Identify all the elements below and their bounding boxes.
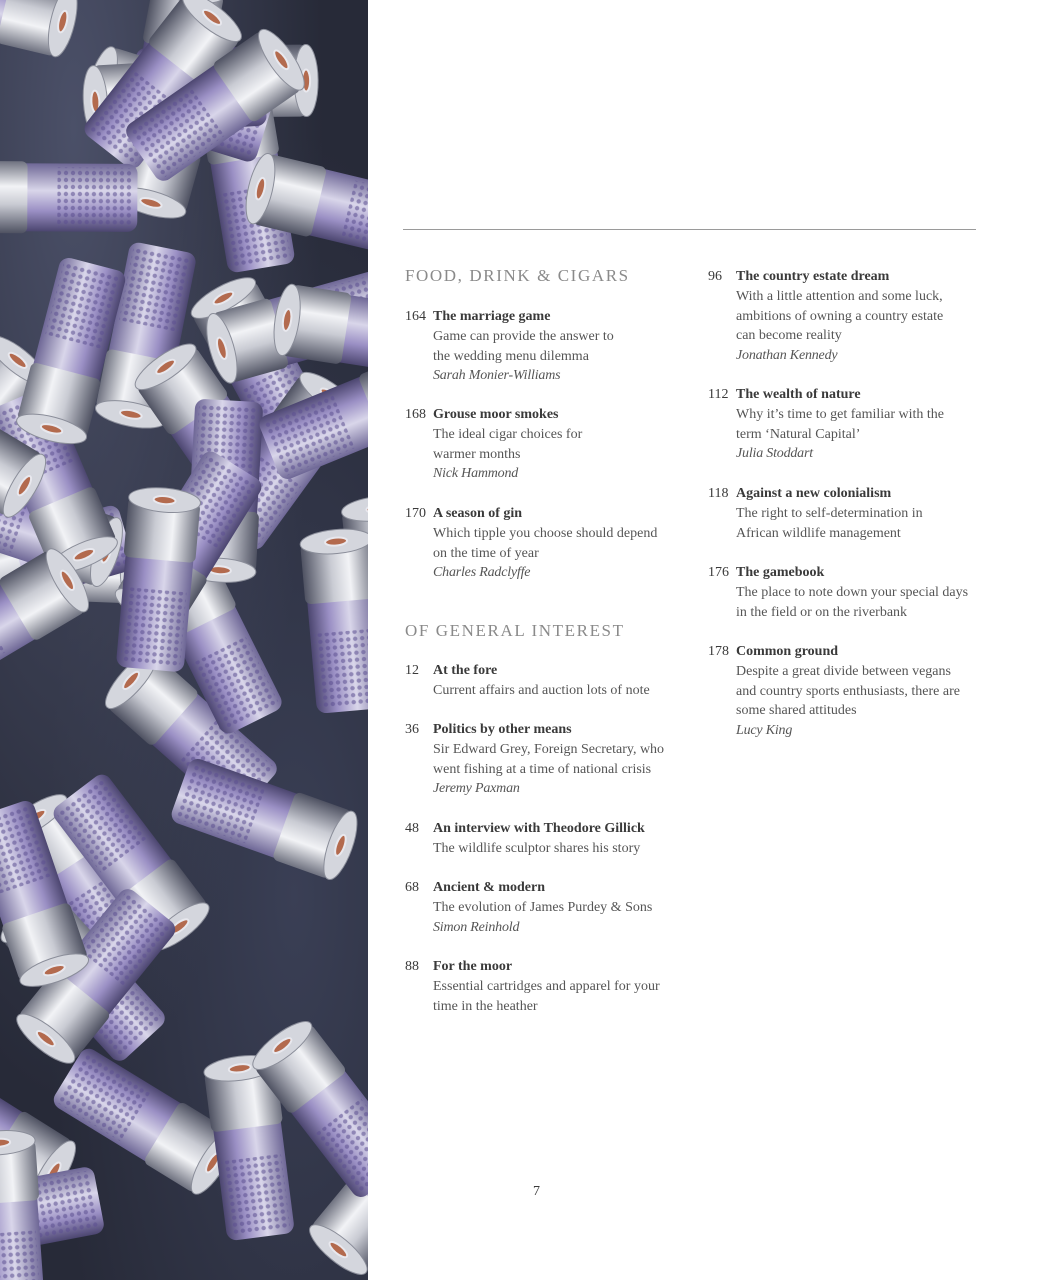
toc-author: Lucy King: [736, 723, 793, 739]
toc-page-number: 48: [405, 821, 419, 836]
toc-author: Simon Reinhold: [433, 919, 520, 935]
toc-page-number: 178: [708, 644, 729, 659]
toc-author: Charles Radclyffe: [433, 565, 531, 581]
toc-author: Jeremy Paxman: [433, 781, 520, 797]
header-rule: [403, 229, 976, 230]
toc-author: Julia Stoddart: [736, 446, 813, 462]
toc-description: on the time of year: [433, 545, 539, 561]
toc-description: The evolution of James Purdey & Sons: [433, 899, 653, 915]
toc-entry[interactable]: [405, 661, 675, 701]
toc-page-number: 118: [708, 486, 729, 501]
toc-description: The place to note down your special days: [736, 584, 969, 600]
toc-description: term ‘Natural Capital’: [736, 426, 861, 442]
section-heading-general-interest: OF GENERAL INTEREST: [405, 621, 625, 640]
toc-entry[interactable]: [708, 563, 983, 622]
toc-entry[interactable]: [405, 878, 675, 937]
toc-page-number: 68: [405, 880, 419, 895]
toc-description: went fishing at a time of national crisis: [433, 761, 652, 777]
toc-page-number: 112: [708, 387, 729, 402]
toc-description: time in the heather: [433, 998, 538, 1014]
toc-description: Why it’s time to get familiar with the: [736, 406, 945, 422]
cartridge-shape: [299, 526, 368, 714]
toc-title: Politics by other means: [433, 722, 572, 737]
page-number: 7: [533, 1184, 540, 1199]
toc-title: The wealth of nature: [736, 387, 861, 402]
toc-title: Against a new colonialism: [736, 486, 892, 501]
section-heading-food-drink-cigars: FOOD, DRINK & CIGARS: [405, 266, 630, 285]
toc-title: Grouse moor smokes: [433, 407, 559, 422]
toc-description: and country sports enthusiasts, there are: [736, 683, 960, 699]
toc-author: Jonathan Kennedy: [736, 348, 838, 364]
toc-page-number: 36: [405, 722, 419, 737]
toc-entry[interactable]: [405, 504, 675, 583]
toc-description: The wildlife sculptor shares his story: [433, 840, 641, 856]
toc-entry[interactable]: [405, 819, 675, 859]
cartridges-photo: [0, 0, 368, 1280]
toc-entry[interactable]: [708, 385, 983, 464]
toc-entry[interactable]: [708, 267, 983, 366]
toc-entry[interactable]: [405, 307, 675, 386]
toc-page-number: 96: [708, 269, 722, 284]
toc-description: Which tipple you choose should depend: [433, 525, 658, 541]
toc-entry[interactable]: [708, 642, 983, 741]
cartridge-shape: [0, 0, 83, 59]
toc-title: At the fore: [433, 663, 498, 678]
toc-description: Sir Edward Grey, Foreign Secretary, who: [433, 741, 665, 757]
toc-description: Current affairs and auction lots of note: [433, 682, 650, 698]
toc-description: Game can provide the answer to: [433, 328, 614, 344]
toc-title: A season of gin: [433, 506, 523, 521]
toc-author: Nick Hammond: [433, 466, 519, 482]
toc-description: With a little attention and some luck,: [736, 288, 943, 304]
toc-entry[interactable]: [405, 720, 675, 799]
toc-page-number: 176: [708, 565, 729, 580]
toc-title: An interview with Theodore Gillick: [433, 821, 645, 836]
toc-entry[interactable]: [405, 405, 675, 484]
toc-entry[interactable]: [708, 484, 983, 543]
toc-description: can become reality: [736, 328, 842, 344]
toc-title: For the moor: [433, 959, 513, 974]
toc-title: The country estate dream: [736, 269, 890, 284]
toc-page-number: 168: [405, 407, 426, 422]
toc-page-number: 170: [405, 506, 426, 521]
toc-title: Common ground: [736, 644, 839, 659]
toc-description: Essential cartridges and apparel for your: [433, 978, 660, 994]
cartridge-shape: [0, 161, 138, 234]
toc-description: in the field or on the riverbank: [736, 604, 908, 620]
toc-title: The gamebook: [736, 565, 825, 580]
toc-description: some shared attitudes: [736, 703, 857, 719]
toc-page-number: 12: [405, 663, 419, 678]
toc-description: warmer months: [433, 446, 521, 462]
toc-description: ambitions of owning a country estate: [736, 308, 944, 324]
toc-description: The ideal cigar choices for: [433, 426, 583, 442]
toc-title: The marriage game: [433, 309, 551, 324]
toc-entry[interactable]: [405, 957, 675, 1016]
toc-description: African wildlife management: [736, 525, 901, 541]
toc-author: Sarah Monier-Williams: [433, 368, 561, 384]
toc-page-number: 164: [405, 309, 426, 324]
toc-description: The right to self-determination in: [736, 505, 923, 521]
toc-description: the wedding menu dilemma: [433, 348, 589, 364]
toc-page-number: 88: [405, 959, 419, 974]
toc-description: Despite a great divide between vegans: [736, 663, 951, 679]
toc-title: Ancient & modern: [433, 880, 545, 895]
